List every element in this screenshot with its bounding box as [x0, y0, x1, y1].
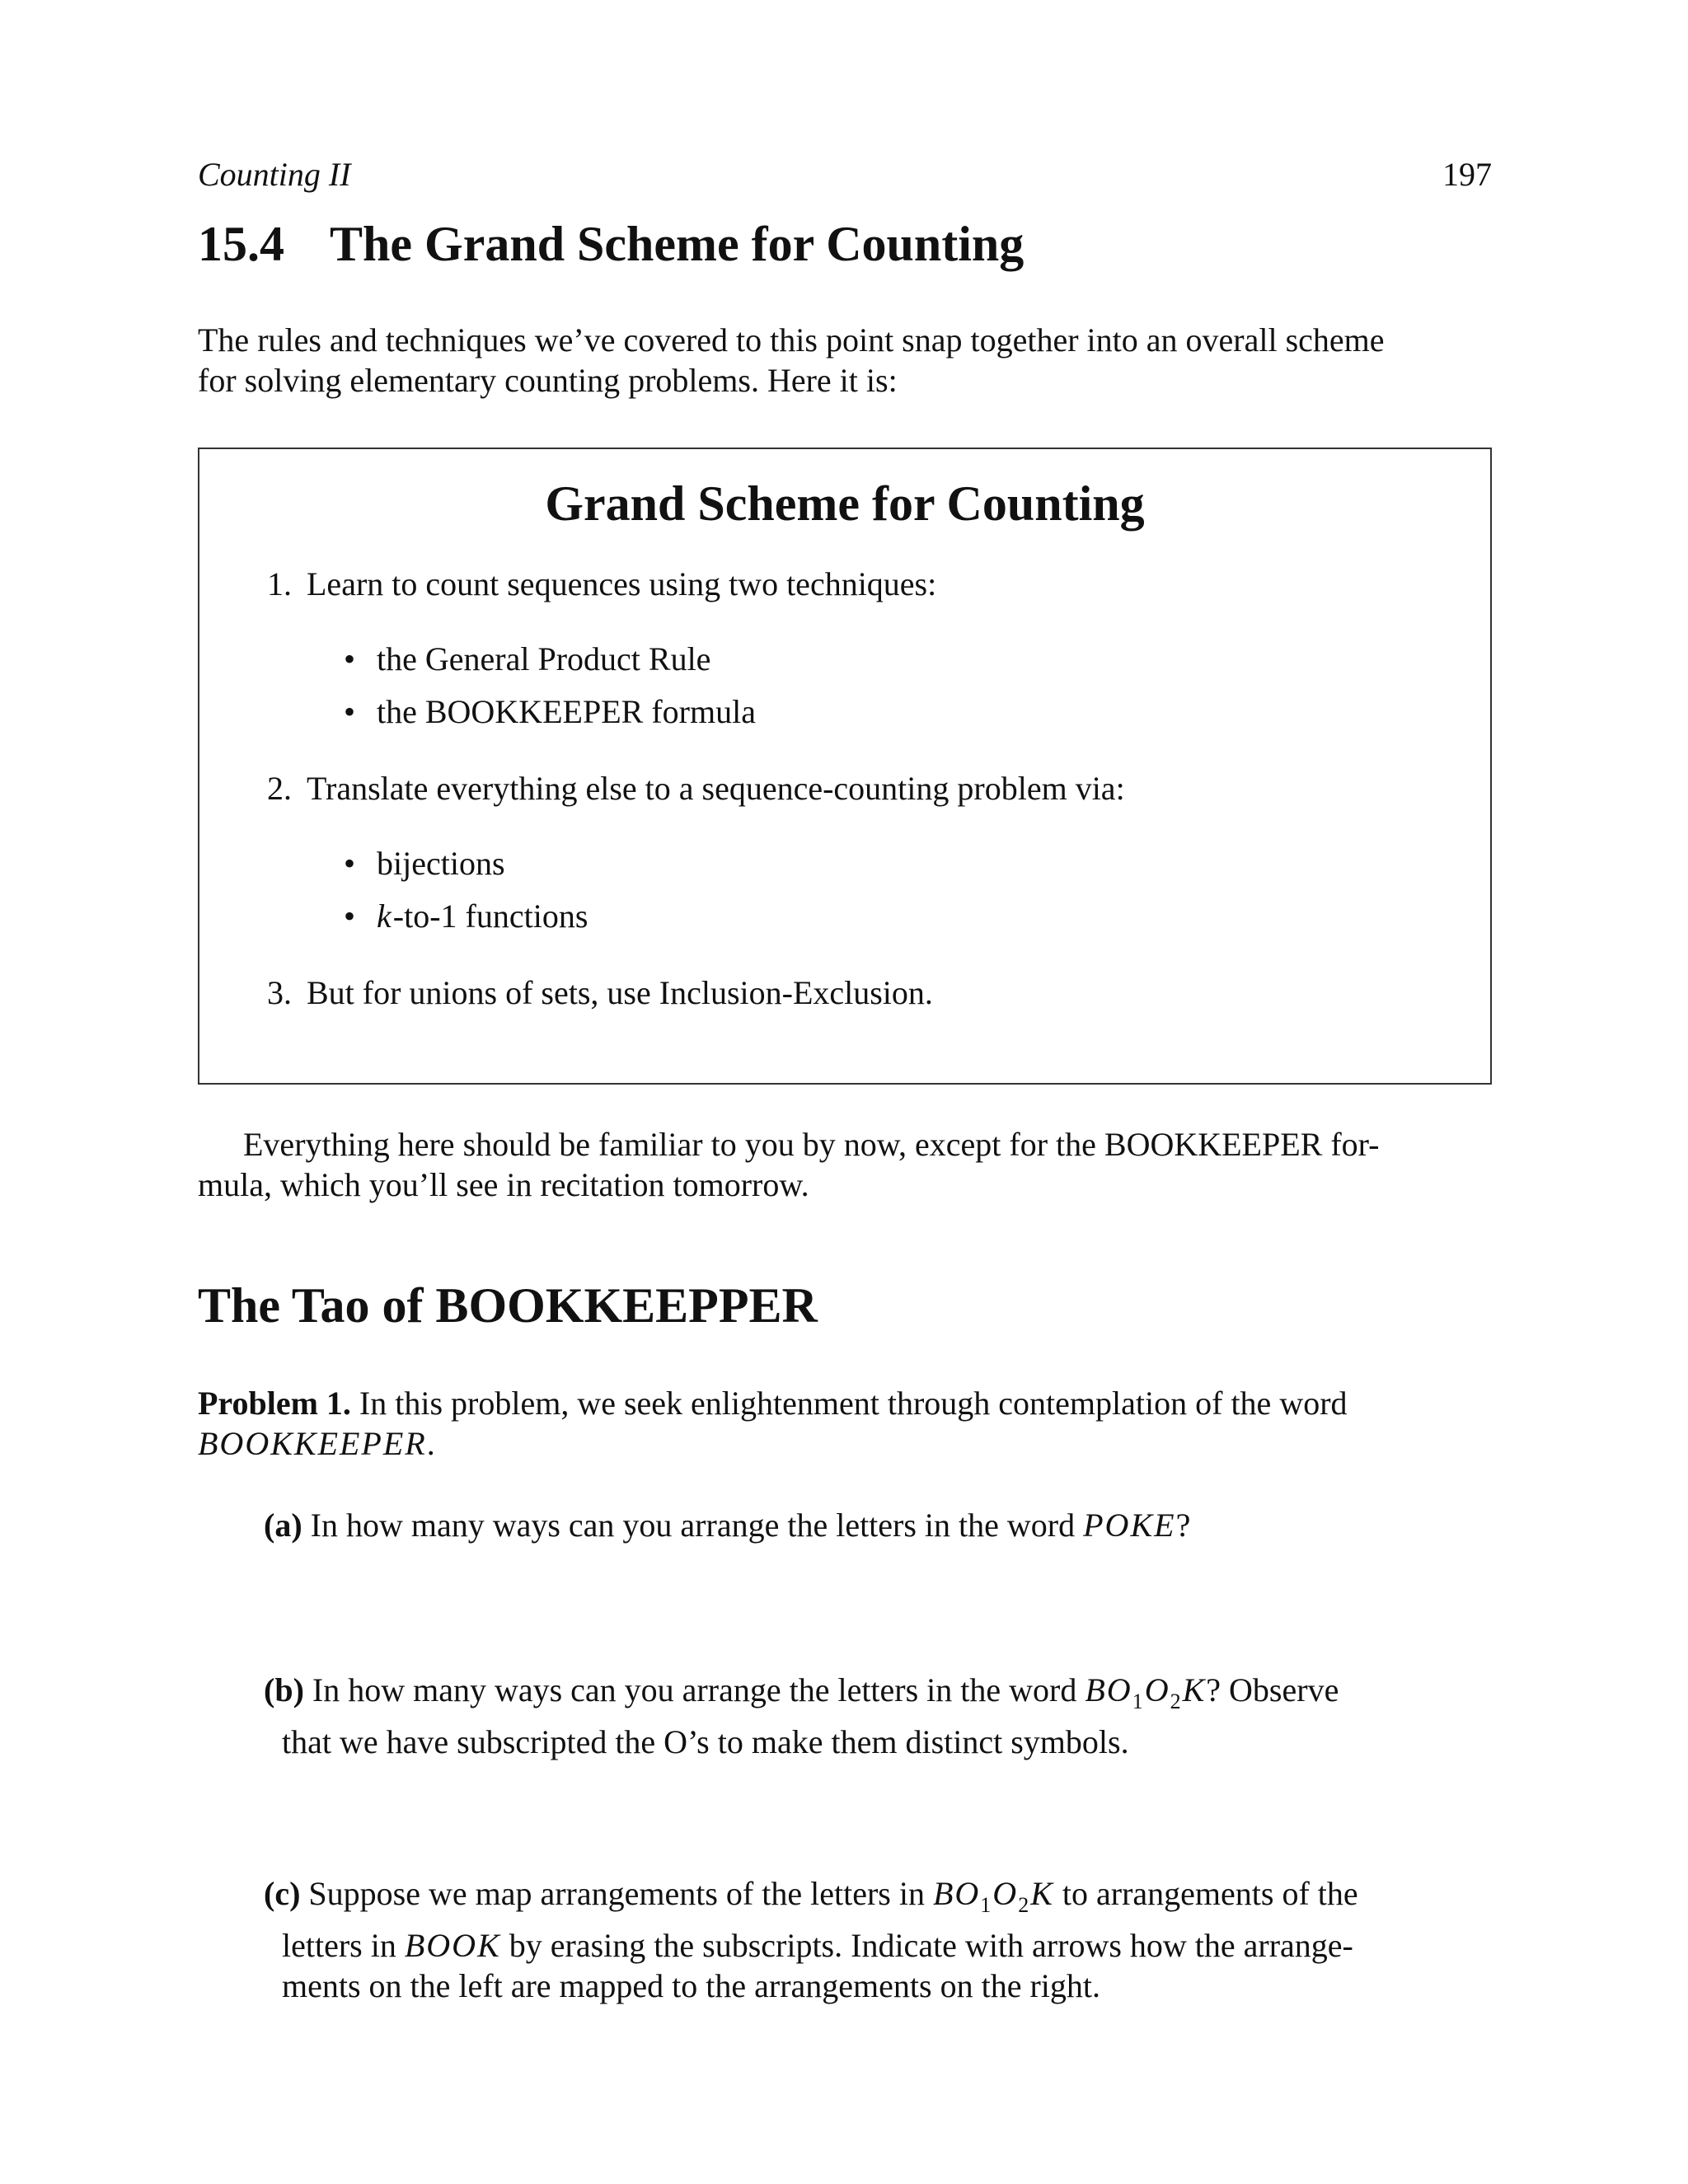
section-heading — [198, 216, 1024, 273]
punctuation: ? — [1175, 1507, 1191, 1544]
problem-text: In this problem, we seek enlightenment through contemplation of the word — [359, 1385, 1348, 1422]
chapter-title: Counting II — [198, 156, 351, 193]
problem-statement — [198, 1383, 1492, 1464]
subscript: 2 — [1018, 1893, 1031, 1917]
subsection-heading: The Tao of BOOKKEEPPER — [198, 1278, 818, 1333]
bullet-icon: • — [344, 845, 356, 882]
bullet-icon: • — [344, 640, 356, 677]
page-number: 197 — [1442, 156, 1492, 193]
problem-part-b — [264, 1670, 1492, 1762]
bullet-text: the BOOKKEEPER formula — [377, 693, 756, 730]
subscript: 1 — [1132, 1690, 1145, 1713]
bullet-text: bijections — [377, 845, 505, 882]
punctuation: . — [426, 1425, 435, 1462]
bullet-icon: • — [344, 693, 356, 730]
followup-line: Everything here should be familiar to you by now, except for the BOOKKEEPER for- — [243, 1126, 1380, 1163]
part-text: Suppose we map arrangements of the letters in — [308, 1875, 925, 1912]
math-word — [932, 1875, 1054, 1917]
math-word: POKE — [1083, 1507, 1176, 1544]
scheme-bullet — [344, 692, 756, 731]
part-text: In how many ways can you arrange the letters in the word — [312, 1671, 1077, 1708]
math-letters: BO — [932, 1875, 981, 1912]
running-header — [198, 155, 1492, 198]
scheme-title: Grand Scheme for Counting — [545, 476, 1145, 531]
part-continuation: that we have subscripted the O’s to make them distinct symbols. — [282, 1723, 1129, 1760]
followup-paragraph — [198, 1124, 1492, 1205]
part-text: ? Observe — [1206, 1671, 1339, 1708]
scheme-bullet — [344, 844, 505, 883]
step-number: 3. — [267, 974, 292, 1011]
part-text: to arrangements of the — [1062, 1875, 1358, 1912]
bullet-text: -to-1 functions — [392, 898, 588, 935]
grand-scheme-box — [198, 448, 1492, 1085]
step-number: 2. — [267, 770, 292, 807]
section-number: 15.4 — [198, 217, 284, 271]
part-text: In how many ways can you arrange the letters in the word — [310, 1507, 1076, 1544]
scheme-bullet — [344, 640, 710, 678]
scheme-step — [267, 769, 1125, 808]
scheme-step — [267, 565, 936, 603]
subscript: 1 — [980, 1893, 993, 1917]
math-letters: O — [992, 1875, 1019, 1912]
step-text: But for unions of sets, use Inclusion-Exclusion. — [307, 974, 933, 1011]
math-letters: BO — [1085, 1671, 1132, 1708]
intro-line: for solving elementary counting problems. Here it is: — [198, 362, 898, 399]
section-title: The Grand Scheme for Counting — [330, 217, 1025, 271]
step-text: Learn to count sequences using two techniques: — [307, 565, 937, 602]
problem-part-a — [264, 1505, 1492, 1545]
bullet-text: the General Product Rule — [377, 640, 711, 677]
part-continuation — [264, 1925, 1492, 1966]
followup-line: mula, which you’ll see in recitation tomorrow. — [198, 1166, 809, 1203]
math-letters: K — [1030, 1875, 1054, 1912]
math-word — [1085, 1671, 1207, 1713]
part-text: letters in — [282, 1927, 396, 1964]
math-letters: O — [1144, 1671, 1170, 1708]
part-continuation: ments on the left are mapped to the arrangements on the right. — [282, 1967, 1101, 2004]
scheme-bullet — [344, 897, 588, 935]
intro-line: The rules and techniques we’ve covered to this point snap together into an overall scheme — [198, 321, 1385, 359]
part-label: (a) — [264, 1507, 302, 1544]
part-text: by erasing the subscripts. Indicate with arrows how the arrange- — [509, 1927, 1353, 1964]
math-letters: K — [1182, 1671, 1207, 1708]
math-word: BOOKKEEPER — [198, 1425, 427, 1462]
part-label: (c) — [264, 1875, 301, 1912]
problem-part-c — [264, 1873, 1492, 2006]
step-text: Translate everything else to a sequence-counting problem via: — [307, 770, 1125, 807]
subscript: 2 — [1170, 1690, 1183, 1713]
problem-label: Problem 1. — [198, 1385, 351, 1422]
part-label: (b) — [264, 1671, 304, 1708]
intro-paragraph — [198, 320, 1492, 401]
step-number: 1. — [267, 565, 292, 602]
math-word: BOOK — [404, 1927, 501, 1964]
scheme-step — [267, 973, 933, 1012]
math-variable: k — [377, 898, 393, 935]
bullet-icon: • — [344, 898, 356, 935]
